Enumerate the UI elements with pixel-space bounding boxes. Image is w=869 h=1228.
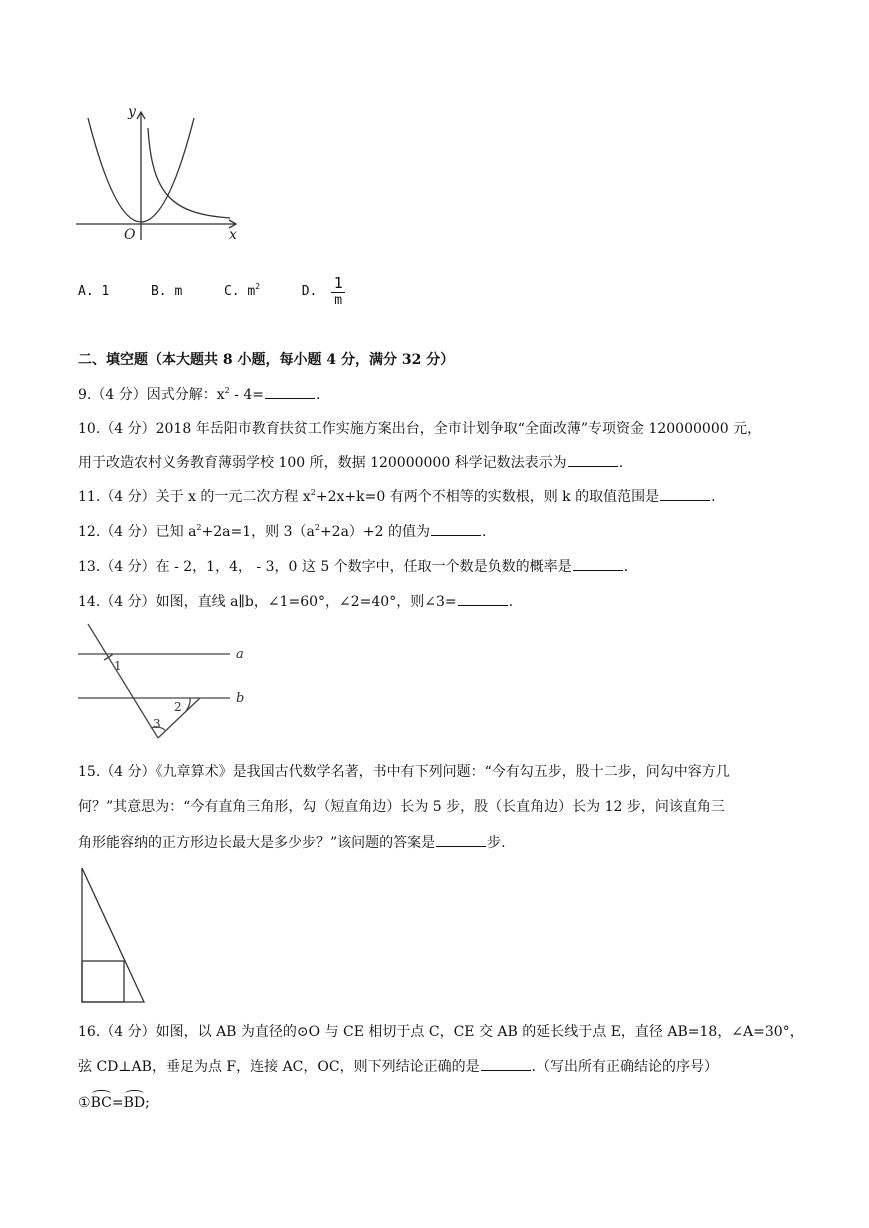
label-a: a [236, 647, 244, 662]
question-14: 14.（4 分）如图，直线 a∥b，∠1=60°，∠2=40°，则∠3= . [78, 591, 513, 612]
hyperbola-curve [148, 128, 230, 218]
answer-blank [431, 521, 481, 536]
question-9: 9.（4 分）因式分解：$x^2 - 4=$ . [78, 386, 321, 403]
option-a: A. 1 [78, 284, 110, 299]
question-16-item-1: ①BC=BD; [78, 1095, 150, 1111]
question-15-line-1: 15.（4 分）《九章算术》是我国古代数学名著，书中有下列问题：“今有勾五步，股十二步，问勾中容方几 [78, 764, 730, 780]
answer-blank [660, 486, 710, 501]
arc-bd: BD [123, 1095, 146, 1111]
question-15-line-3: 角形能容纳的正方形边长最大是多少步？”该问题的答案是 步. [78, 832, 506, 853]
inscribed-square [82, 961, 124, 1002]
question-10-line-2: 用于改造农村义务教育薄弱学校 100 所，数据 120000000 科学记数法表示为 . [78, 452, 623, 473]
option-c: C. $m^2$ [223, 282, 261, 299]
x-axis-label: x [229, 227, 237, 240]
option-b: B. m [150, 284, 183, 299]
answer-blank [573, 556, 623, 571]
question-15-line-2: 何？”其意思为：“今有直角三角形，勾（短直角边）长为 5 步，股（长直角边）长为 12 步，问该直角三 [78, 799, 725, 815]
answer-blank [481, 1056, 531, 1071]
question-16-line-2: 弦 CD⊥AB，垂足为点 F，连接 AC，OC，则下列结论正确的是 .（写出所有正确结论的序号） [78, 1056, 718, 1077]
label-1: 1 [114, 659, 122, 673]
origin-label: O [124, 227, 136, 240]
q8-options [78, 275, 345, 308]
question-11: 11.（4 分）关于 x 的一元二次方程 $x^2+2x+k=0$ 有两个不相等的实数根，则 k 的取值范围是 . [78, 488, 716, 505]
parallel-lines-figure [78, 622, 258, 744]
answer-blank [436, 832, 486, 847]
y-axis-label: y [128, 104, 136, 120]
answer-blank [265, 384, 315, 399]
function-graph [72, 100, 247, 240]
section-2-heading: 二、填空题（本大题共 8 小题，每小题 4 分，满分 32 分） [78, 352, 455, 368]
question-16-line-1: 16.（4 分）如图，以 AB 为直径的⊙O 与 CE 相切于点 C，CE 交 AB 的延长线于点 E，直径 AB=18，∠A=30°， [78, 1024, 804, 1040]
answer-blank [458, 591, 508, 606]
transversal-line [88, 624, 158, 738]
label-3: 3 [153, 717, 161, 731]
fraction-1-over-m: $\frac{1}{m}$ [331, 275, 345, 308]
label-b: b [236, 691, 245, 706]
answer-blank [568, 452, 618, 467]
question-12: 12.（4 分）已知 $a^2+2a=1$，则 $3(a^2+2a)+2$ 的值为 . [78, 523, 487, 540]
question-10-line-1: 10.（4 分）2018 年岳阳市教育扶贫工作实施方案出台，全市计划争取“全面改薄”专项资金 120000000 元， [78, 421, 762, 437]
triangle-square-figure [78, 864, 148, 1006]
question-13: 13.（4 分）在 - 2，1，4， - 3，0 这 5 个数字中，任取一个数是负数的概率是 . [78, 556, 628, 577]
label-2: 2 [174, 700, 182, 714]
arc-bc: BC [90, 1095, 112, 1111]
right-triangle [82, 868, 144, 1002]
angle-1-arc [104, 654, 113, 660]
option-d: D. $\frac{1}{m}$ [302, 284, 345, 299]
